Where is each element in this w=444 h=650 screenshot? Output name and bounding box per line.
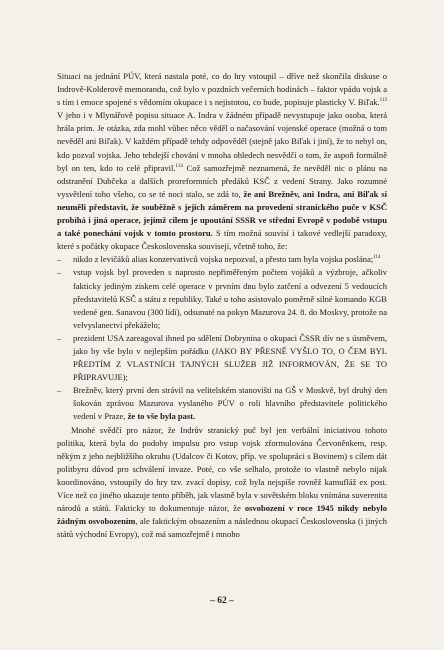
list-item <box>57 253 387 266</box>
bold-run: osvobození v roce 1945 nikdy nebylo žádným osvobozením <box>57 503 387 527</box>
text-run: prezident USA zareagoval ihned po sdělení Dobrynina o okupaci ČSSR dív ne s úsměvem, jako by vše bylo v nejlepším pořádku (JAKO BY PŘESNĚ VYŠLO TO, O ČEM BYL PŘEDTÍM Z VLASTNÍCH TAJNÝCH SLUŽEB JIŽ INFORMOVÁN, ŽE SE TO PŘIPRAVUJE); <box>73 332 387 383</box>
text-run: , ale faktickým obsazením a následnou okupací Československa (i jiných států východní Evropy), což má samozřejmě i mnoho <box>57 516 387 540</box>
text-run: nikdo z levičáků alias konzervativců vojska nepozval, a přesto tam byla vojska poslána; <box>73 254 374 265</box>
text-run: Což samozřejmě neznamená, že nevěděl nic o plánu na odstranění Dubčeka a dalších proreformních předáků KSČ z vedení Strany. Jako rozumné vysvětlení toho všeho, co se té noci stalo, se zdá to, <box>57 162 387 199</box>
list-item <box>57 266 387 331</box>
footnote-ref: 113 <box>379 98 387 104</box>
text-run: Situaci na jednání PÚV, která nastala poté, co do hry vstoupil – dříve než skončila diskuse o Indrově-Kolderově memorandu, což bylo v pozdních večerních hodinách – faktor vpádu vojsk a s tím i emoce spojené s vědomím okupace i s nejistotou, co bude, popisuje plasticky V. Biľak. <box>57 71 387 108</box>
text-run: Mnohé svědčí pro názor, že Indrův stranický puč byl jen verbální iniciativou tohoto politika, která byla do podoby impulsu pro vstup vojsk zformulována Červoněnkem, resp. někým z jeho nejbližšího okruhu (Udalcov či Kotov, příp. ve spolupráci s Bovinem) s cílem dát politbyru důvod pro schválení invaze. Poté, co vše selhalo, protože to vlastně nebylo nijak koordinováno, vstoupily do hry tzv. zvací dopisy, což byla nejspíše rovněž kamufláž ex post. Více než co jiného ukazuje tento příběh, jak vlastně byla v sovětském bloku vnímána suverenita národů a států. Fakticky to dokumentuje názor, že <box>57 424 387 514</box>
list-item <box>57 332 387 384</box>
text-run: S tím možná souvisí i takové vedlejší paradoxy, které s počátky okupace Československa souvisejí, včetně toho, že: <box>57 228 388 252</box>
page-number: – 62 – <box>210 596 234 606</box>
dash-list <box>57 253 387 423</box>
list-item <box>57 384 387 423</box>
bold-run: že to vše byla past. <box>127 411 196 422</box>
text-run: vstup vojsk byl proveden s naprosto nepřiměřeným počtem vojáků a výzbroje, ačkoliv fakticky jediným ziskem celé operace v prvním dnu bylo zatčení a odvezení 5 vedoucích představitelů KSČ a státu z republiky. Také u toho asistovalo poměrně silné komando KGB vedené gen. Sanavou (300 lidí), odsunuté na pokyn Mazurova 24. 8. do Moskvy, protože na velvyslanectví překáželo; <box>73 267 387 330</box>
footnote-ref: 114 <box>175 163 183 169</box>
paragraph-1 <box>57 70 387 253</box>
text-run: V jeho i v Mlynářově popisu situace A. Indra v žádném případě nevystupuje jako osoba, která hrála prim. Je otázka, zda mohl vůbec něco věděl o načasování vojenské operace (možná o tom nevěděl ani Biľak). V každém případě tehdy odpověděl (stejně jako Biľak i jiní), že to nebyl on, kdo pozval vojska. Jeho tehdejší chování v mnoha ohledech nesvědčí o tom, že aspoň formálně byl on ten, kdo to celé připravil. <box>57 110 387 173</box>
paragraph-2 <box>57 424 387 542</box>
bold-run: že ani Brežněv, ani Indra, ani Biľak si neuměli představit, že souběžně s jejich záměrem na provedení stranického puče v KSČ probíhá i jiná operace, jejímž cílem je upoutání SSSR ve střední Evropě v podobě vstupu a také ponechání vojsk v tomto prostoru. <box>57 188 387 239</box>
body-text <box>57 70 387 541</box>
footnote-ref: 114 <box>373 255 381 261</box>
text-run: Brežněv, který první den strávil na velitelském stanovišti na GŠ v Moskvě, byl druhý den šokován zprávou Mazurova vyslaného PÚV o roli hlavního představitele politického vedení v Praze, <box>73 385 387 422</box>
